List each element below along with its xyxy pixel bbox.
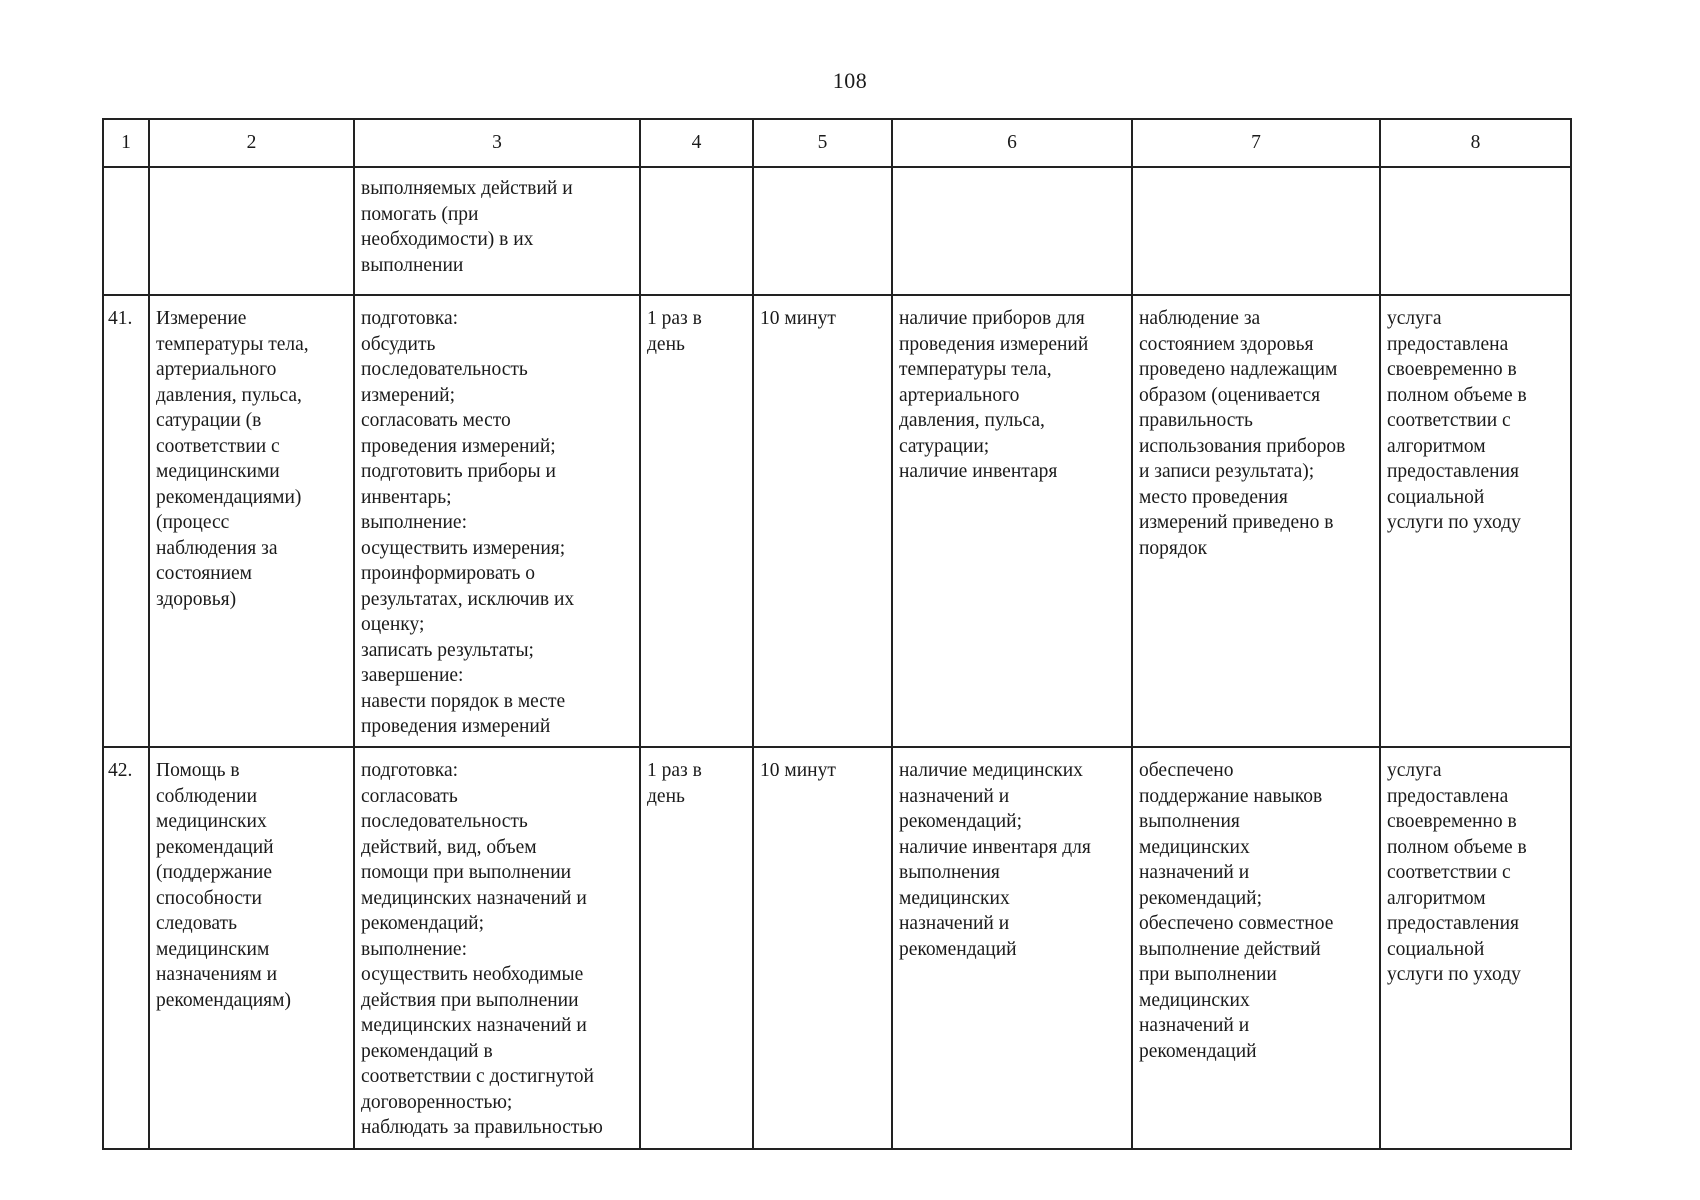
table-cell bbox=[640, 167, 753, 295]
row-number: 42. bbox=[103, 747, 149, 1149]
service-duration: 10 минут bbox=[753, 295, 892, 747]
service-name: Измерение температуры тела, артериального давления, пульса, сатурации (в соответствии с медицинскими рекомендациями) (процесс наблюдения за состоянием здоровья) bbox=[149, 295, 354, 747]
service-name: Помощь в соблюдении медицинских рекомендаций (поддержание способности следовать медицинским назначениям и рекомендациям) bbox=[149, 747, 354, 1149]
column-number: 2 bbox=[149, 119, 354, 167]
column-number: 1 bbox=[103, 119, 149, 167]
table-cell bbox=[103, 167, 149, 295]
table-cell: выполняемых действий и помогать (при необходимости) в их выполнении bbox=[354, 167, 640, 295]
service-quality: услуга предоставлена своевременно в полном объеме в соответствии с алгоритмом предоставления социальной услуги по уходу bbox=[1380, 295, 1571, 747]
row-number: 41. bbox=[103, 295, 149, 747]
column-number-row bbox=[103, 119, 1571, 167]
page-number: 108 bbox=[832, 68, 868, 93]
column-number: 4 bbox=[640, 119, 753, 167]
service-conditions: наличие приборов для проведения измерений температуры тела, артериального давления, пульса, сатурации; наличие инвентаря bbox=[892, 295, 1132, 747]
column-number: 8 bbox=[1380, 119, 1571, 167]
service-result: наблюдение за состоянием здоровья проведено надлежащим образом (оценивается правильность использования приборов и записи результата); место проведения измерений приведено в порядок bbox=[1132, 295, 1380, 747]
table-row bbox=[103, 747, 1571, 1149]
service-quality: услуга предоставлена своевременно в полном объеме в соответствии с алгоритмом предоставления социальной услуги по уходу bbox=[1380, 747, 1571, 1149]
services-table bbox=[102, 118, 1572, 1150]
column-number: 3 bbox=[354, 119, 640, 167]
table-cell bbox=[892, 167, 1132, 295]
service-result: обеспечено поддержание навыков выполнения медицинских назначений и рекомендаций; обеспечено совместное выполнение действий при выполнении медицинских назначений и рекомендаций bbox=[1132, 747, 1380, 1149]
table-cell bbox=[149, 167, 354, 295]
service-duration: 10 минут bbox=[753, 747, 892, 1149]
column-number: 6 bbox=[892, 119, 1132, 167]
table-row bbox=[103, 295, 1571, 747]
service-description: подготовка: согласовать последовательность действий, вид, объем помощи при выполнении медицинских назначений и рекомендаций; выполнение: осуществить необходимые действия при выполнении медицинских назначений и рекомендаций в соответствии с достигнутой договоренностью; наблюдать за правильностью bbox=[354, 747, 640, 1149]
column-number: 5 bbox=[753, 119, 892, 167]
service-frequency: 1 раз в день bbox=[640, 747, 753, 1149]
service-description: подготовка: обсудить последовательность измерений; согласовать место проведения измерений; подготовить приборы и инвентарь; выполнение: осуществить измерения; проинформировать о результатах, исключив их оценку; записать результаты; завершение: навести порядок в месте проведения измерений bbox=[354, 295, 640, 747]
service-conditions: наличие медицинских назначений и рекомендаций; наличие инвентаря для выполнения медицинских назначений и рекомендаций bbox=[892, 747, 1132, 1149]
table-cell bbox=[1132, 167, 1380, 295]
continuation-row bbox=[103, 167, 1571, 295]
service-frequency: 1 раз в день bbox=[640, 295, 753, 747]
table-cell bbox=[1380, 167, 1571, 295]
column-number: 7 bbox=[1132, 119, 1380, 167]
table-cell bbox=[753, 167, 892, 295]
